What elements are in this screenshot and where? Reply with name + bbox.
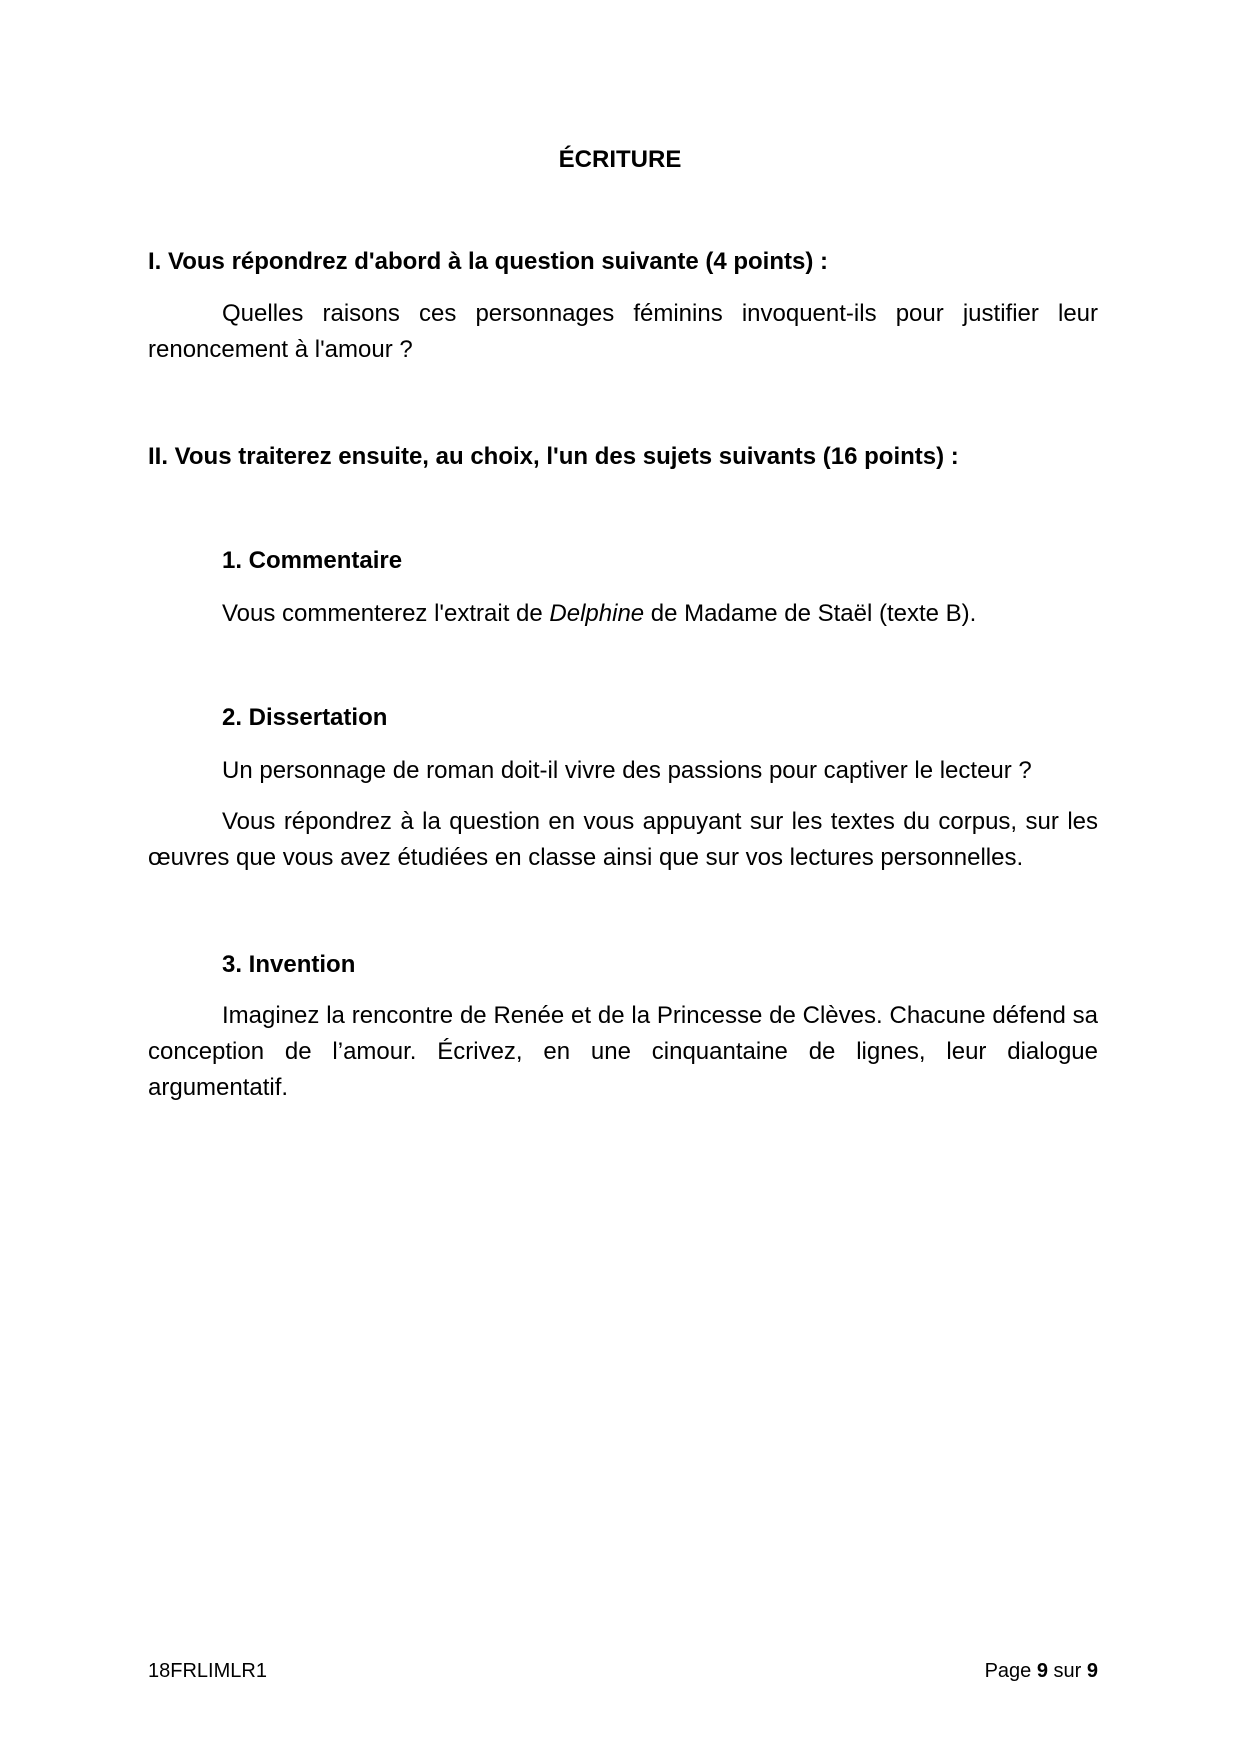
invention-text: Imaginez la rencontre de Renée et de la Princesse de Clèves. Chacune défend sa conception de l’amour. Écrivez, en une cinquantaine de lignes, leur dialogue argumentatif. [148,1002,1098,1101]
commentaire-text-before: Vous commenterez l'extrait de [222,600,550,627]
dissertation-question: Un personnage de roman doit-il vivre des passions pour captiver le lecteur ? [222,757,1032,784]
dissertation-instruction: Vous répondrez à la question en vous appuyant sur les textes du corpus, sur les œuvres que vous avez étudiées en classe ainsi que sur vos lectures personnelles. [148,808,1098,871]
invention-title: 3. Invention [222,951,356,978]
part2-heading: II. Vous traiterez ensuite, au choix, l'un des sujets suivants (16 points) : [148,443,959,470]
commentaire-title: 1. Commentaire [222,547,403,574]
commentaire-work-title: Delphine [549,600,645,627]
document-code: 18FRLIMLR1 [148,1660,267,1682]
page-prefix: Page [984,1660,1037,1682]
page-total: 9 [1086,1660,1098,1682]
page-title: ÉCRITURE [558,146,682,173]
dissertation-title: 2. Dissertation [222,704,388,731]
part1-heading: I. Vous répondrez d'abord à la question suivante (4 points) : [148,248,829,275]
page-current: 9 [1036,1660,1048,1682]
page-number [985,1660,1098,1683]
commentaire-text-after: de Madame de Staël (texte B). [644,600,977,627]
page-middle: sur [1047,1660,1087,1682]
commentaire-text [222,600,976,628]
part1-question: Quelles raisons ces personnages féminins invoquent-ils pour justifier leur renoncement à l'amour ? [148,300,1098,363]
